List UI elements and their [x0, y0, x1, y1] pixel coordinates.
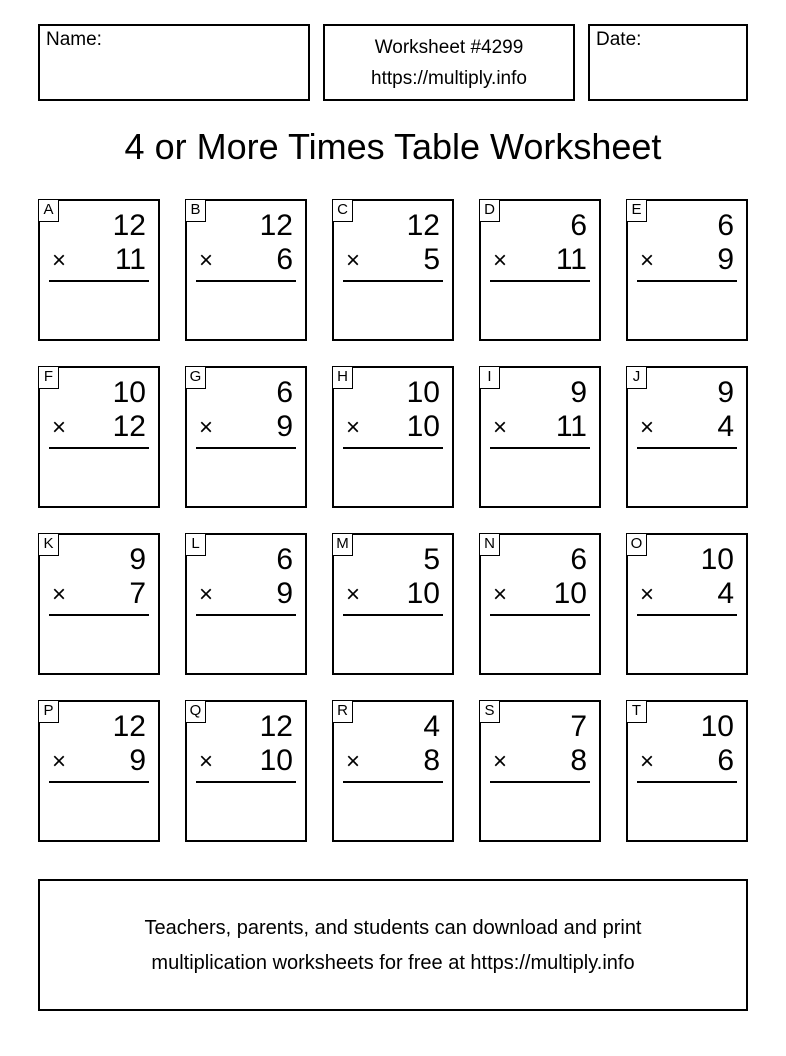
problem-card — [626, 700, 748, 842]
problem-top-number: 10 — [700, 543, 734, 576]
problem-top-number: 5 — [423, 543, 440, 576]
multiply-sign: × — [640, 414, 655, 441]
answer-line — [343, 280, 443, 282]
problem-letter: M — [332, 533, 353, 556]
multiply-sign: × — [640, 748, 655, 775]
problem-card — [38, 366, 160, 508]
problem-bottom-number: 10 — [553, 577, 587, 610]
problem-grid — [38, 199, 748, 843]
problem-card — [332, 366, 454, 508]
answer-line — [49, 781, 149, 783]
answer-line — [637, 280, 737, 282]
problem-letter: Q — [185, 700, 206, 723]
multiply-sign: × — [493, 581, 508, 608]
problem-top-number: 6 — [276, 376, 293, 409]
problem-bottom-number: 9 — [717, 243, 734, 276]
answer-line — [196, 614, 296, 616]
problem-bottom-number: 12 — [112, 410, 146, 443]
problem-top-number: 12 — [406, 209, 440, 242]
problem-bottom-number: 11 — [555, 243, 587, 276]
answer-line — [490, 781, 590, 783]
problem-card — [38, 199, 160, 341]
answer-line — [490, 280, 590, 282]
multiply-sign: × — [346, 748, 361, 775]
problem-bottom-number: 4 — [717, 577, 734, 610]
problem-bottom-number: 5 — [423, 243, 440, 276]
problem-top-number: 9 — [717, 376, 734, 409]
problem-bottom-number: 8 — [423, 744, 440, 777]
answer-line — [196, 447, 296, 449]
problem-card — [626, 366, 748, 508]
problem-card — [332, 700, 454, 842]
answer-line — [637, 614, 737, 616]
problem-letter: B — [185, 199, 206, 222]
problem-card — [38, 700, 160, 842]
problem-card — [185, 366, 307, 508]
problem-top-number: 12 — [112, 710, 146, 743]
problem-top-number: 6 — [276, 543, 293, 576]
name-label: Name: — [46, 29, 102, 50]
problem-bottom-number: 10 — [406, 577, 440, 610]
problem-top-number: 10 — [700, 710, 734, 743]
problem-letter: G — [185, 366, 206, 389]
date-label: Date: — [596, 29, 642, 50]
problem-top-number: 7 — [570, 710, 587, 743]
problem-card — [626, 199, 748, 341]
multiply-sign: × — [640, 247, 655, 274]
problem-card — [479, 533, 601, 675]
problem-letter: C — [332, 199, 353, 222]
worksheet-title: 4 or More Times Table Worksheet — [124, 126, 662, 167]
multiply-sign: × — [346, 581, 361, 608]
multiply-sign: × — [52, 581, 67, 608]
problem-letter: P — [38, 700, 59, 723]
problem-bottom-number: 6 — [717, 744, 734, 777]
problem-card — [479, 199, 601, 341]
problem-top-number: 10 — [406, 376, 440, 409]
problem-top-number: 4 — [423, 710, 440, 743]
multiply-sign: × — [199, 247, 214, 274]
multiply-sign: × — [493, 748, 508, 775]
answer-line — [343, 447, 443, 449]
problem-letter: N — [479, 533, 500, 556]
problem-card — [479, 700, 601, 842]
name-field-box — [38, 24, 310, 101]
worksheet-number: Worksheet #4299 — [374, 37, 524, 58]
multiply-sign: × — [493, 247, 508, 274]
problem-bottom-number: 10 — [406, 410, 440, 443]
answer-line — [49, 280, 149, 282]
date-field-box — [588, 24, 748, 101]
footer-box — [38, 879, 748, 1011]
problem-bottom-number: 9 — [129, 744, 146, 777]
problem-top-number: 9 — [129, 543, 146, 576]
problem-card — [626, 533, 748, 675]
problem-letter: S — [479, 700, 500, 723]
problem-letter: R — [332, 700, 353, 723]
multiply-sign: × — [199, 748, 214, 775]
multiply-sign: × — [640, 581, 655, 608]
problem-letter: D — [479, 199, 500, 222]
answer-line — [343, 614, 443, 616]
multiply-sign: × — [199, 414, 214, 441]
problem-letter: A — [38, 199, 59, 222]
problem-bottom-number: 11 — [555, 410, 587, 443]
problem-bottom-number: 9 — [276, 577, 293, 610]
problem-letter: K — [38, 533, 59, 556]
problem-letter: I — [479, 366, 500, 389]
answer-line — [196, 781, 296, 783]
problem-letter: H — [332, 366, 353, 389]
problem-bottom-number: 11 — [114, 243, 146, 276]
worksheet-url: https://multiply.info — [371, 68, 527, 89]
problem-card — [479, 366, 601, 508]
multiply-sign: × — [346, 414, 361, 441]
problem-card — [38, 533, 160, 675]
problem-top-number: 10 — [112, 376, 146, 409]
answer-line — [49, 447, 149, 449]
problem-letter: T — [626, 700, 647, 723]
problem-bottom-number: 6 — [276, 243, 293, 276]
problem-top-number: 6 — [570, 209, 587, 242]
problem-card — [185, 199, 307, 341]
answer-line — [49, 614, 149, 616]
problem-bottom-number: 9 — [276, 410, 293, 443]
answer-line — [490, 614, 590, 616]
problem-card — [185, 533, 307, 675]
multiply-sign: × — [52, 414, 67, 441]
problem-bottom-number: 10 — [259, 744, 293, 777]
multiply-sign: × — [52, 748, 67, 775]
problem-top-number: 12 — [112, 209, 146, 242]
problem-bottom-number: 7 — [129, 577, 146, 610]
answer-line — [490, 447, 590, 449]
problem-letter: L — [185, 533, 206, 556]
multiply-sign: × — [346, 247, 361, 274]
problem-top-number: 12 — [259, 710, 293, 743]
problem-letter: F — [38, 366, 59, 389]
answer-line — [343, 781, 443, 783]
problem-top-number: 6 — [717, 209, 734, 242]
answer-line — [196, 280, 296, 282]
footer-text-line-1: Teachers, parents, and students can download and print — [144, 917, 642, 939]
problem-letter: E — [626, 199, 647, 222]
problem-bottom-number: 8 — [570, 744, 587, 777]
problem-card — [332, 533, 454, 675]
problem-card — [332, 199, 454, 341]
problem-card — [185, 700, 307, 842]
answer-line — [637, 781, 737, 783]
multiply-sign: × — [199, 581, 214, 608]
answer-line — [637, 447, 737, 449]
problem-letter: J — [626, 366, 647, 389]
problem-bottom-number: 4 — [717, 410, 734, 443]
problem-top-number: 6 — [570, 543, 587, 576]
multiply-sign: × — [493, 414, 508, 441]
footer-text-line-2: multiplication worksheets for free at https://multiply.info — [151, 952, 635, 974]
problem-letter: O — [626, 533, 647, 556]
multiply-sign: × — [52, 247, 67, 274]
worksheet-info-box — [323, 24, 575, 101]
problem-top-number: 12 — [259, 209, 293, 242]
problem-top-number: 9 — [570, 376, 587, 409]
